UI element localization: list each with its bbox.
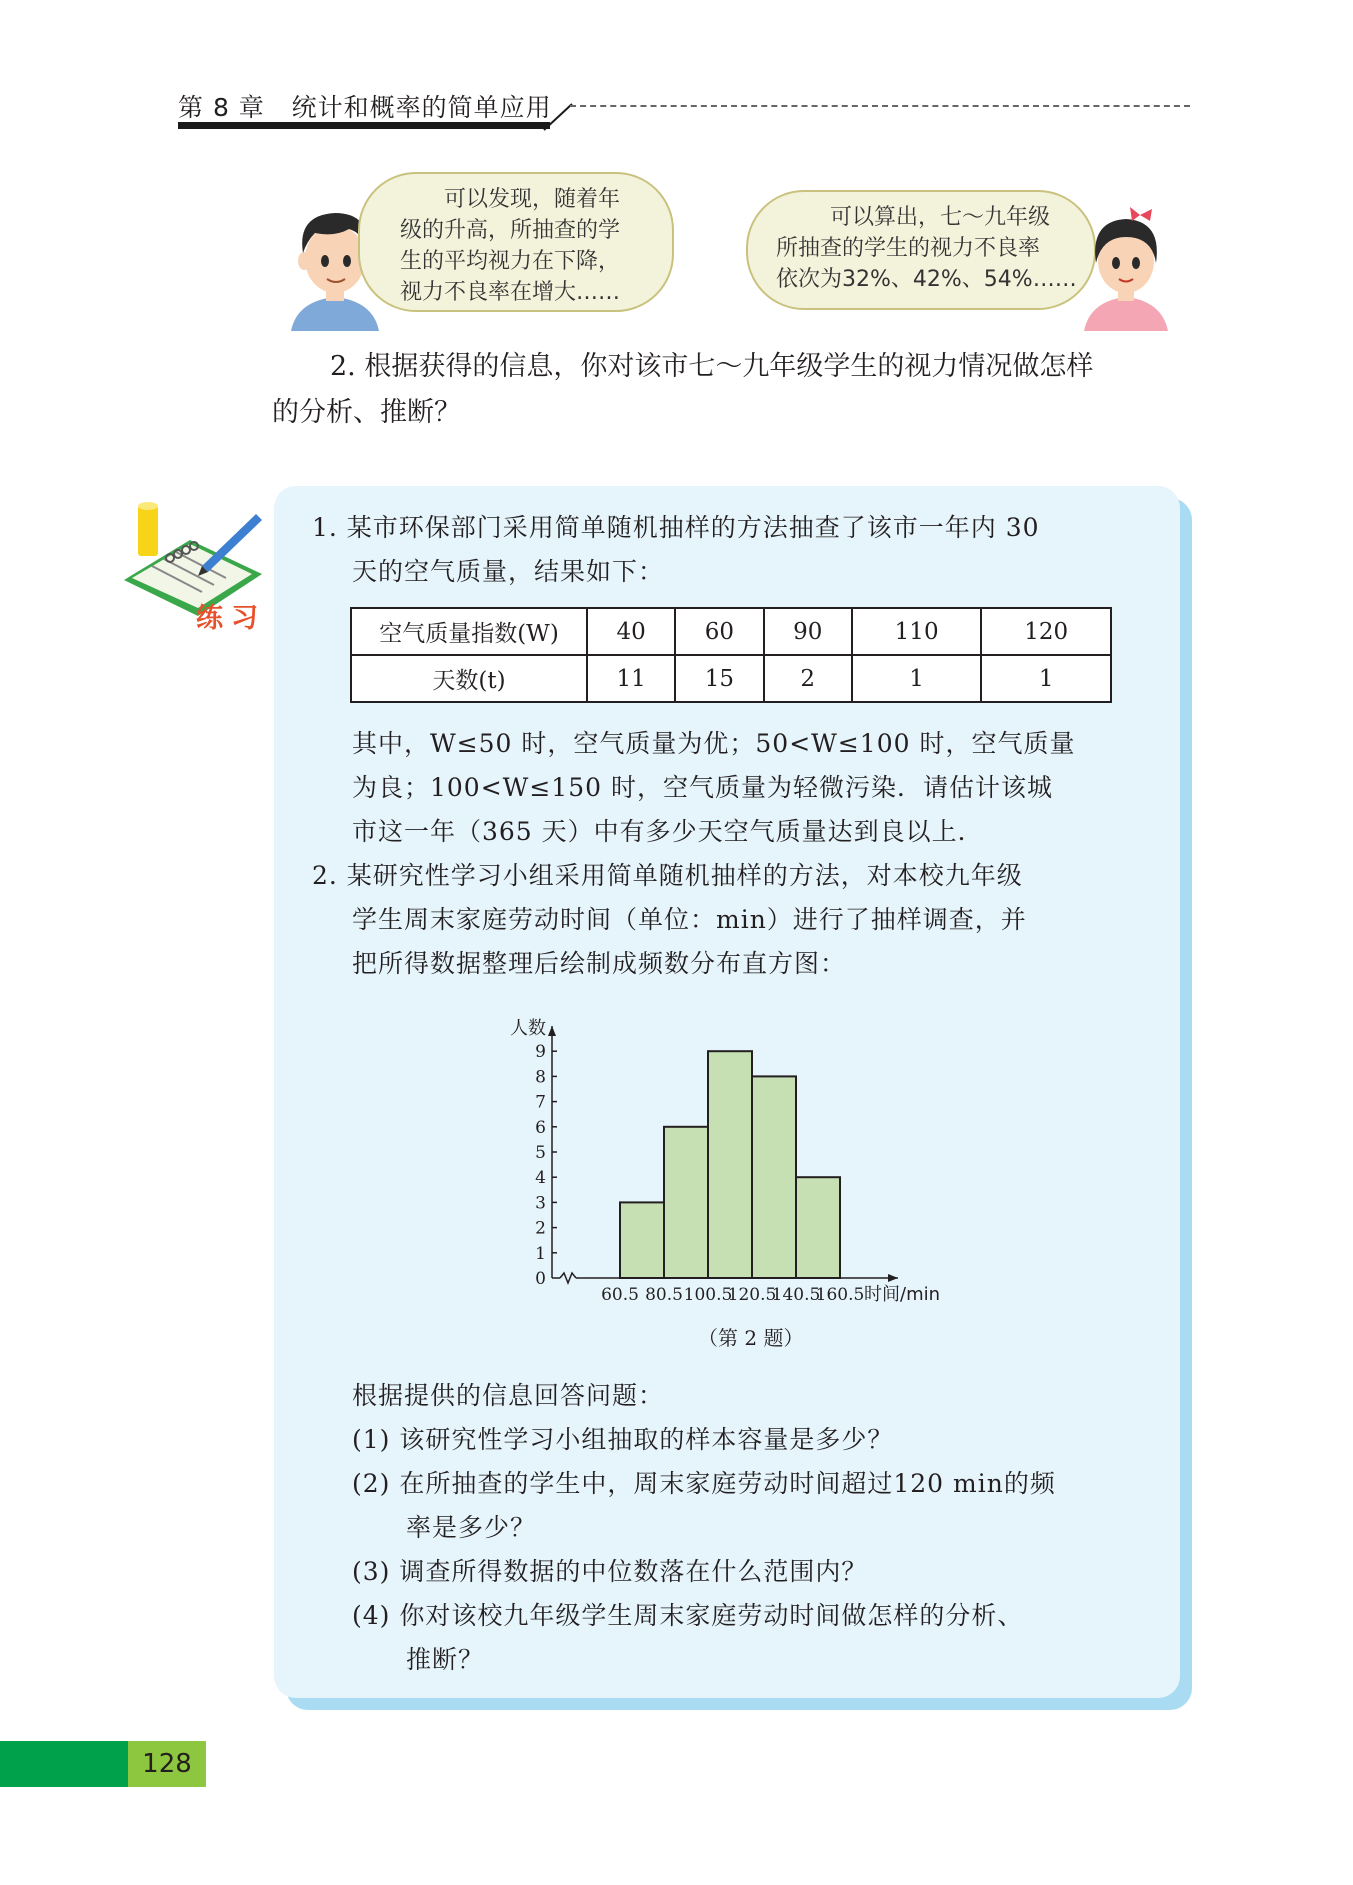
y-tick-label: 3 bbox=[535, 1193, 546, 1214]
y-tick-label: 7 bbox=[535, 1092, 546, 1113]
exercise-2-question-1: (1) 该研究性学习小组抽取的样本容量是多少？ bbox=[352, 1425, 894, 1454]
exercise-2-line-1: 2. 某研究性学习小组采用简单随机抽样的方法，对本校九年级 bbox=[312, 861, 1023, 890]
y-tick-label: 6 bbox=[535, 1117, 546, 1138]
x-tick-label: 160.5 bbox=[815, 1285, 865, 1305]
footer-green-bar bbox=[0, 1741, 128, 1787]
table-row-header: 空气质量指数(W) bbox=[351, 608, 587, 655]
header-dashed-line bbox=[570, 105, 1190, 107]
girl-illustration bbox=[1080, 203, 1172, 331]
exercise-2-line-3: 把所得数据整理后绘制成频数分布直方图： bbox=[352, 949, 847, 978]
x-tick-label: 100.5 bbox=[683, 1285, 733, 1305]
y-tick-label: 0 bbox=[535, 1269, 546, 1289]
bubble-line: 生的平均视力在下降， bbox=[400, 249, 621, 274]
x-tick-label: 140.5 bbox=[771, 1285, 821, 1305]
y-tick-label: 9 bbox=[535, 1042, 546, 1063]
exercise-2-question-2-cont: 率是多少？ bbox=[406, 1513, 537, 1542]
exercise-2-question-3: (3) 调查所得数据的中位数落在什么范围内？ bbox=[352, 1557, 868, 1586]
frequency-histogram bbox=[490, 1000, 1010, 1320]
x-tick-label: 120.5 bbox=[727, 1285, 777, 1305]
bubble-line: 级的升高，所抽查的学 bbox=[400, 218, 621, 243]
exercise-1-line-2: 天的空气质量，结果如下： bbox=[352, 557, 665, 586]
exercise-1-after-2: 为良；100<W≤150 时，空气质量为轻微污染．请估计该城 bbox=[352, 773, 1053, 802]
table-cell: 120 bbox=[981, 608, 1111, 655]
exercise-2-question-4: (4) 你对该校九年级学生周末家庭劳动时间做怎样的分析、 bbox=[352, 1601, 1024, 1630]
table-cell: 2 bbox=[764, 655, 852, 702]
x-axis-arrow-icon bbox=[888, 1274, 898, 1282]
exercise-1-after-3: 市这一年（365 天）中有多少天空气质量达到良以上． bbox=[352, 817, 984, 846]
y-tick-label: 4 bbox=[535, 1168, 546, 1189]
practice-label: 练习 bbox=[196, 603, 266, 634]
table-cell: 40 bbox=[587, 608, 675, 655]
question-2-line-1: 2. 根据获得的信息，你对该市七～九年级学生的视力情况做怎样 bbox=[330, 351, 1094, 382]
histogram-bar bbox=[752, 1076, 796, 1278]
y-tick-label: 1 bbox=[535, 1243, 546, 1264]
bubble-line: 可以算出，七～九年级 bbox=[830, 205, 1051, 230]
table-row-header: 天数(t) bbox=[351, 655, 587, 702]
page-number: 128 bbox=[128, 1741, 206, 1787]
chapter-number: 第 8 章 bbox=[178, 93, 265, 122]
table-cell: 11 bbox=[587, 655, 675, 702]
table-cell: 1 bbox=[981, 655, 1111, 702]
histogram-bar bbox=[796, 1177, 840, 1278]
y-axis-arrow-icon bbox=[548, 1026, 556, 1036]
histogram-bar bbox=[620, 1202, 664, 1278]
question-2-line-2: 的分析、推断？ bbox=[272, 397, 461, 428]
chapter-header bbox=[178, 88, 552, 124]
bubble-line: 依次为32%、42%、54%…… bbox=[776, 267, 1077, 292]
x-tick-label: 60.5 bbox=[601, 1285, 639, 1305]
y-axis-label: 人数 bbox=[510, 1018, 546, 1039]
bubble-line: 视力不良率在增大…… bbox=[400, 280, 621, 305]
table-row bbox=[351, 655, 1111, 702]
air-quality-table bbox=[350, 607, 1112, 703]
table-cell: 110 bbox=[852, 608, 982, 655]
speech-bubble-boy bbox=[358, 172, 674, 312]
axis-break-icon bbox=[560, 1273, 576, 1283]
table-cell: 15 bbox=[675, 655, 763, 702]
x-tick-label: 80.5 bbox=[645, 1285, 683, 1305]
exercise-2-question-2: (2) 在所抽查的学生中，周末家庭劳动时间超过120 min的频 bbox=[352, 1469, 1056, 1498]
y-tick-label: 8 bbox=[535, 1067, 546, 1088]
y-tick-label: 2 bbox=[535, 1218, 546, 1239]
table-cell: 90 bbox=[764, 608, 852, 655]
speech-bubble-girl bbox=[746, 190, 1096, 310]
exercise-2-line-2: 学生周末家庭劳动时间（单位：min）进行了抽样调查，并 bbox=[352, 905, 1027, 934]
table-row bbox=[351, 608, 1111, 655]
exercise-2-question-intro: 根据提供的信息回答问题： bbox=[352, 1381, 665, 1410]
header-underline bbox=[178, 122, 550, 129]
chapter-title: 统计和概率的简单应用 bbox=[291, 93, 552, 122]
table-cell: 60 bbox=[675, 608, 763, 655]
exercise-1-line-1: 1. 某市环保部门采用简单随机抽样的方法抽查了该市一年内 30 bbox=[312, 513, 1040, 542]
table-cell: 1 bbox=[852, 655, 982, 702]
exercise-2-question-4-cont: 推断？ bbox=[406, 1645, 485, 1674]
histogram-bar bbox=[664, 1127, 708, 1278]
figure-caption: （第 2 题） bbox=[698, 1326, 804, 1350]
bubble-line: 可以发现，随着年 bbox=[444, 187, 621, 212]
exercise-1-after-1: 其中，W≤50 时，空气质量为优；50<W≤100 时，空气质量 bbox=[352, 729, 1076, 758]
x-axis-label: 时间/min bbox=[864, 1284, 941, 1305]
y-tick-label: 5 bbox=[535, 1143, 546, 1163]
histogram-bar bbox=[708, 1051, 752, 1278]
bubble-line: 所抽查的学生的视力不良率 bbox=[776, 236, 1041, 261]
